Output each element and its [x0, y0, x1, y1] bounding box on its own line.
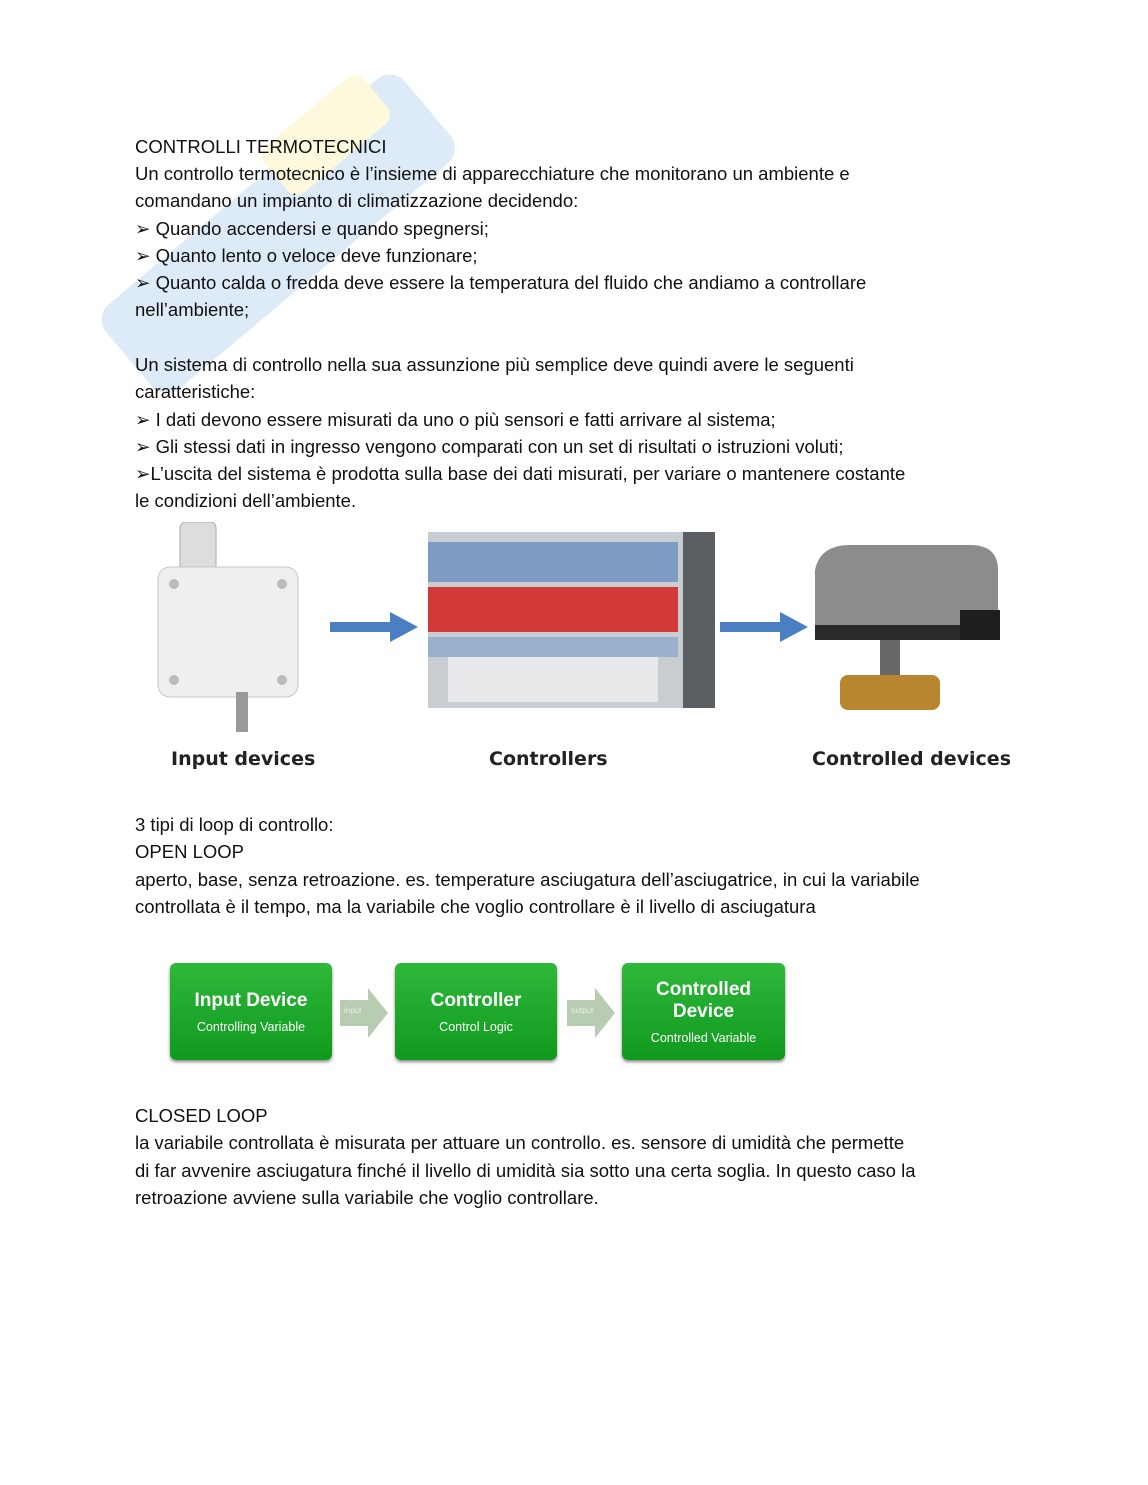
bullet-item: ➢L’uscita del sistema è prodotta sulla base dei dati misurati, per variare o mantenere costante [135, 463, 906, 485]
text-line: Un controllo termotecnico è l’insieme di apparecchiature che monitorano un ambiente e [135, 163, 850, 184]
valve-actuator-image [810, 540, 1005, 720]
text-line: retroazione avviene sulla variabile che voglio controllare. [135, 1186, 599, 1208]
controller-panel-image [428, 532, 715, 708]
closed-loop-paragraph [135, 1102, 916, 1211]
box-subtitle: Controlling Variable [196, 1019, 306, 1034]
input-arrow [340, 988, 388, 1038]
loops-paragraph [135, 811, 920, 920]
arrow-icon [720, 612, 808, 642]
bullet-item: ➢ Gli stessi dati in ingresso vengono comparati con un set di risultati o istruzioni voluti; [135, 435, 844, 457]
controller-box [395, 963, 557, 1060]
caption-controlled-devices: Controlled devices [812, 748, 1011, 770]
text-line: comandano un impianto di climatizzazione decidendo: [135, 190, 579, 212]
output-arrow [567, 988, 615, 1038]
text-line: le condizioni dell’ambiente. [135, 490, 357, 512]
text-line: aperto, base, senza retroazione. es. temperature asciugatura dell’asciugatrice, in cui la variabile [135, 868, 920, 890]
text-line: nell’ambiente; [135, 299, 250, 321]
arrow-label: output [571, 1006, 594, 1015]
bullet-item: ➢ Quanto calda o fredda deve essere la temperatura del fluido che andiamo a controllare [135, 272, 867, 294]
box-title: Controlled Device [656, 978, 751, 1022]
bullet-item: ➢ Quanto lento o veloce deve funzionare; [135, 244, 478, 266]
text-line: controllata è il tempo, ma la variabile che voglio controllare è il livello di asciugatura [135, 895, 816, 917]
box-title: Input Device [194, 989, 308, 1011]
box-subtitle: Controlled Variable [650, 1030, 757, 1045]
text-line: la variabile controllata è misurata per attuare un controllo. es. sensore di umidità che permette [135, 1132, 905, 1154]
caption-input-devices: Input devices [171, 748, 316, 770]
bullet-item: ➢ I dati devono essere misurati da uno o più sensori e fatti arrivare al sistema; [135, 408, 776, 430]
bullet-item: ➢ Quando accendersi e quando spegnersi; [135, 217, 489, 239]
document-title: CONTROLLI TERMOTECNICI [135, 136, 387, 157]
arrow-icon [330, 612, 418, 642]
text-line: Un sistema di controllo nella sua assunzione più semplice deve quindi avere le seguenti [135, 354, 854, 375]
text-line: 3 tipi di loop di controllo: [135, 814, 334, 835]
box-title: Controller [430, 989, 522, 1011]
text-line: caratteristiche: [135, 381, 256, 403]
input-device-box [170, 963, 332, 1060]
section-heading: OPEN LOOP [135, 841, 244, 863]
sensor-image [150, 522, 310, 732]
section-heading: CLOSED LOOP [135, 1105, 268, 1126]
caption-controllers: Controllers [489, 748, 608, 770]
controlled-device-box [622, 963, 785, 1060]
system-paragraph [135, 351, 905, 515]
box-subtitle: Control Logic [439, 1019, 513, 1034]
intro-paragraph [135, 160, 866, 324]
arrow-label: input [344, 1006, 362, 1015]
text-line: di far avvenire asciugatura finché il livello di umidità sia sotto una certa soglia. In questo caso la [135, 1159, 916, 1181]
